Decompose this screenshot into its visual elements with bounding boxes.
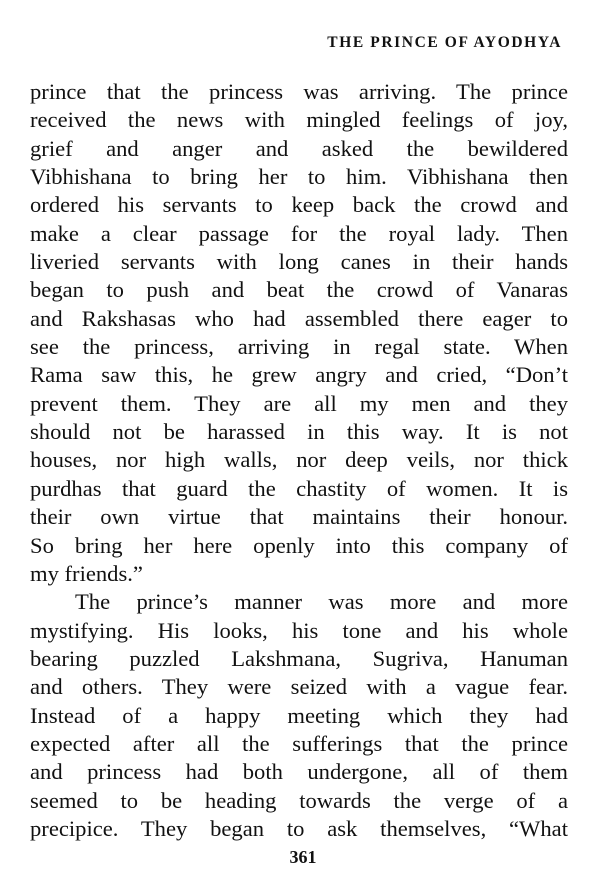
paragraph-first-line: The prince’s manner was more and more bbox=[75, 589, 568, 615]
text-line: bearing puzzled Lakshmana, Sugriva, Hanuman bbox=[30, 645, 568, 671]
text-line: liveried servants with long canes in their hands bbox=[30, 249, 568, 275]
text-line: So bring her here openly into this company of bbox=[30, 532, 568, 558]
page-number: 361 bbox=[289, 847, 317, 867]
text-line: grief and anger and asked the bewildered bbox=[30, 135, 568, 161]
paragraph-end-line: my friends.” bbox=[30, 560, 143, 586]
text-line: mystifying. His looks, his tone and his whole bbox=[30, 617, 568, 643]
text-line: make a clear passage for the royal lady. Then bbox=[30, 220, 568, 246]
text-line: should not be harassed in this way. It is not bbox=[30, 419, 568, 445]
text-line: prince that the princess was arriving. The prince bbox=[30, 79, 568, 104]
text-line: seemed to be heading towards the verge of a bbox=[30, 787, 568, 813]
text-line: houses, nor high walls, nor deep veils, nor thick bbox=[30, 447, 568, 473]
body-text bbox=[30, 78, 568, 843]
text-line: see the princess, arriving in regal state. When bbox=[30, 334, 568, 360]
text-line: precipice. They began to ask themselves, “What bbox=[30, 815, 568, 841]
text-line: and princess had both undergone, all of them bbox=[30, 759, 568, 785]
text-line: prevent them. They are all my men and they bbox=[30, 390, 568, 416]
text-line: their own virtue that maintains their honour. bbox=[30, 504, 568, 530]
text-line: Rama saw this, he grew angry and cried, “Don’t bbox=[30, 362, 568, 388]
running-header: THE PRINCE OF AYODHYA bbox=[327, 34, 562, 51]
text-line: purdhas that guard the chastity of women. It is bbox=[30, 475, 568, 501]
text-line: and others. They were seized with a vague fear. bbox=[30, 674, 568, 700]
text-line: received the news with mingled feelings of joy, bbox=[30, 107, 568, 133]
text-line: Instead of a happy meeting which they had bbox=[30, 702, 568, 728]
text-line: ordered his servants to keep back the crowd and bbox=[30, 192, 568, 218]
text-line: expected after all the sufferings that the prince bbox=[30, 730, 568, 756]
text-line: began to push and beat the crowd of Vanaras bbox=[30, 277, 568, 303]
text-line: and Rakshasas who had assembled there eager to bbox=[30, 305, 568, 331]
text-line: Vibhishana to bring her to him. Vibhishana then bbox=[30, 164, 568, 190]
